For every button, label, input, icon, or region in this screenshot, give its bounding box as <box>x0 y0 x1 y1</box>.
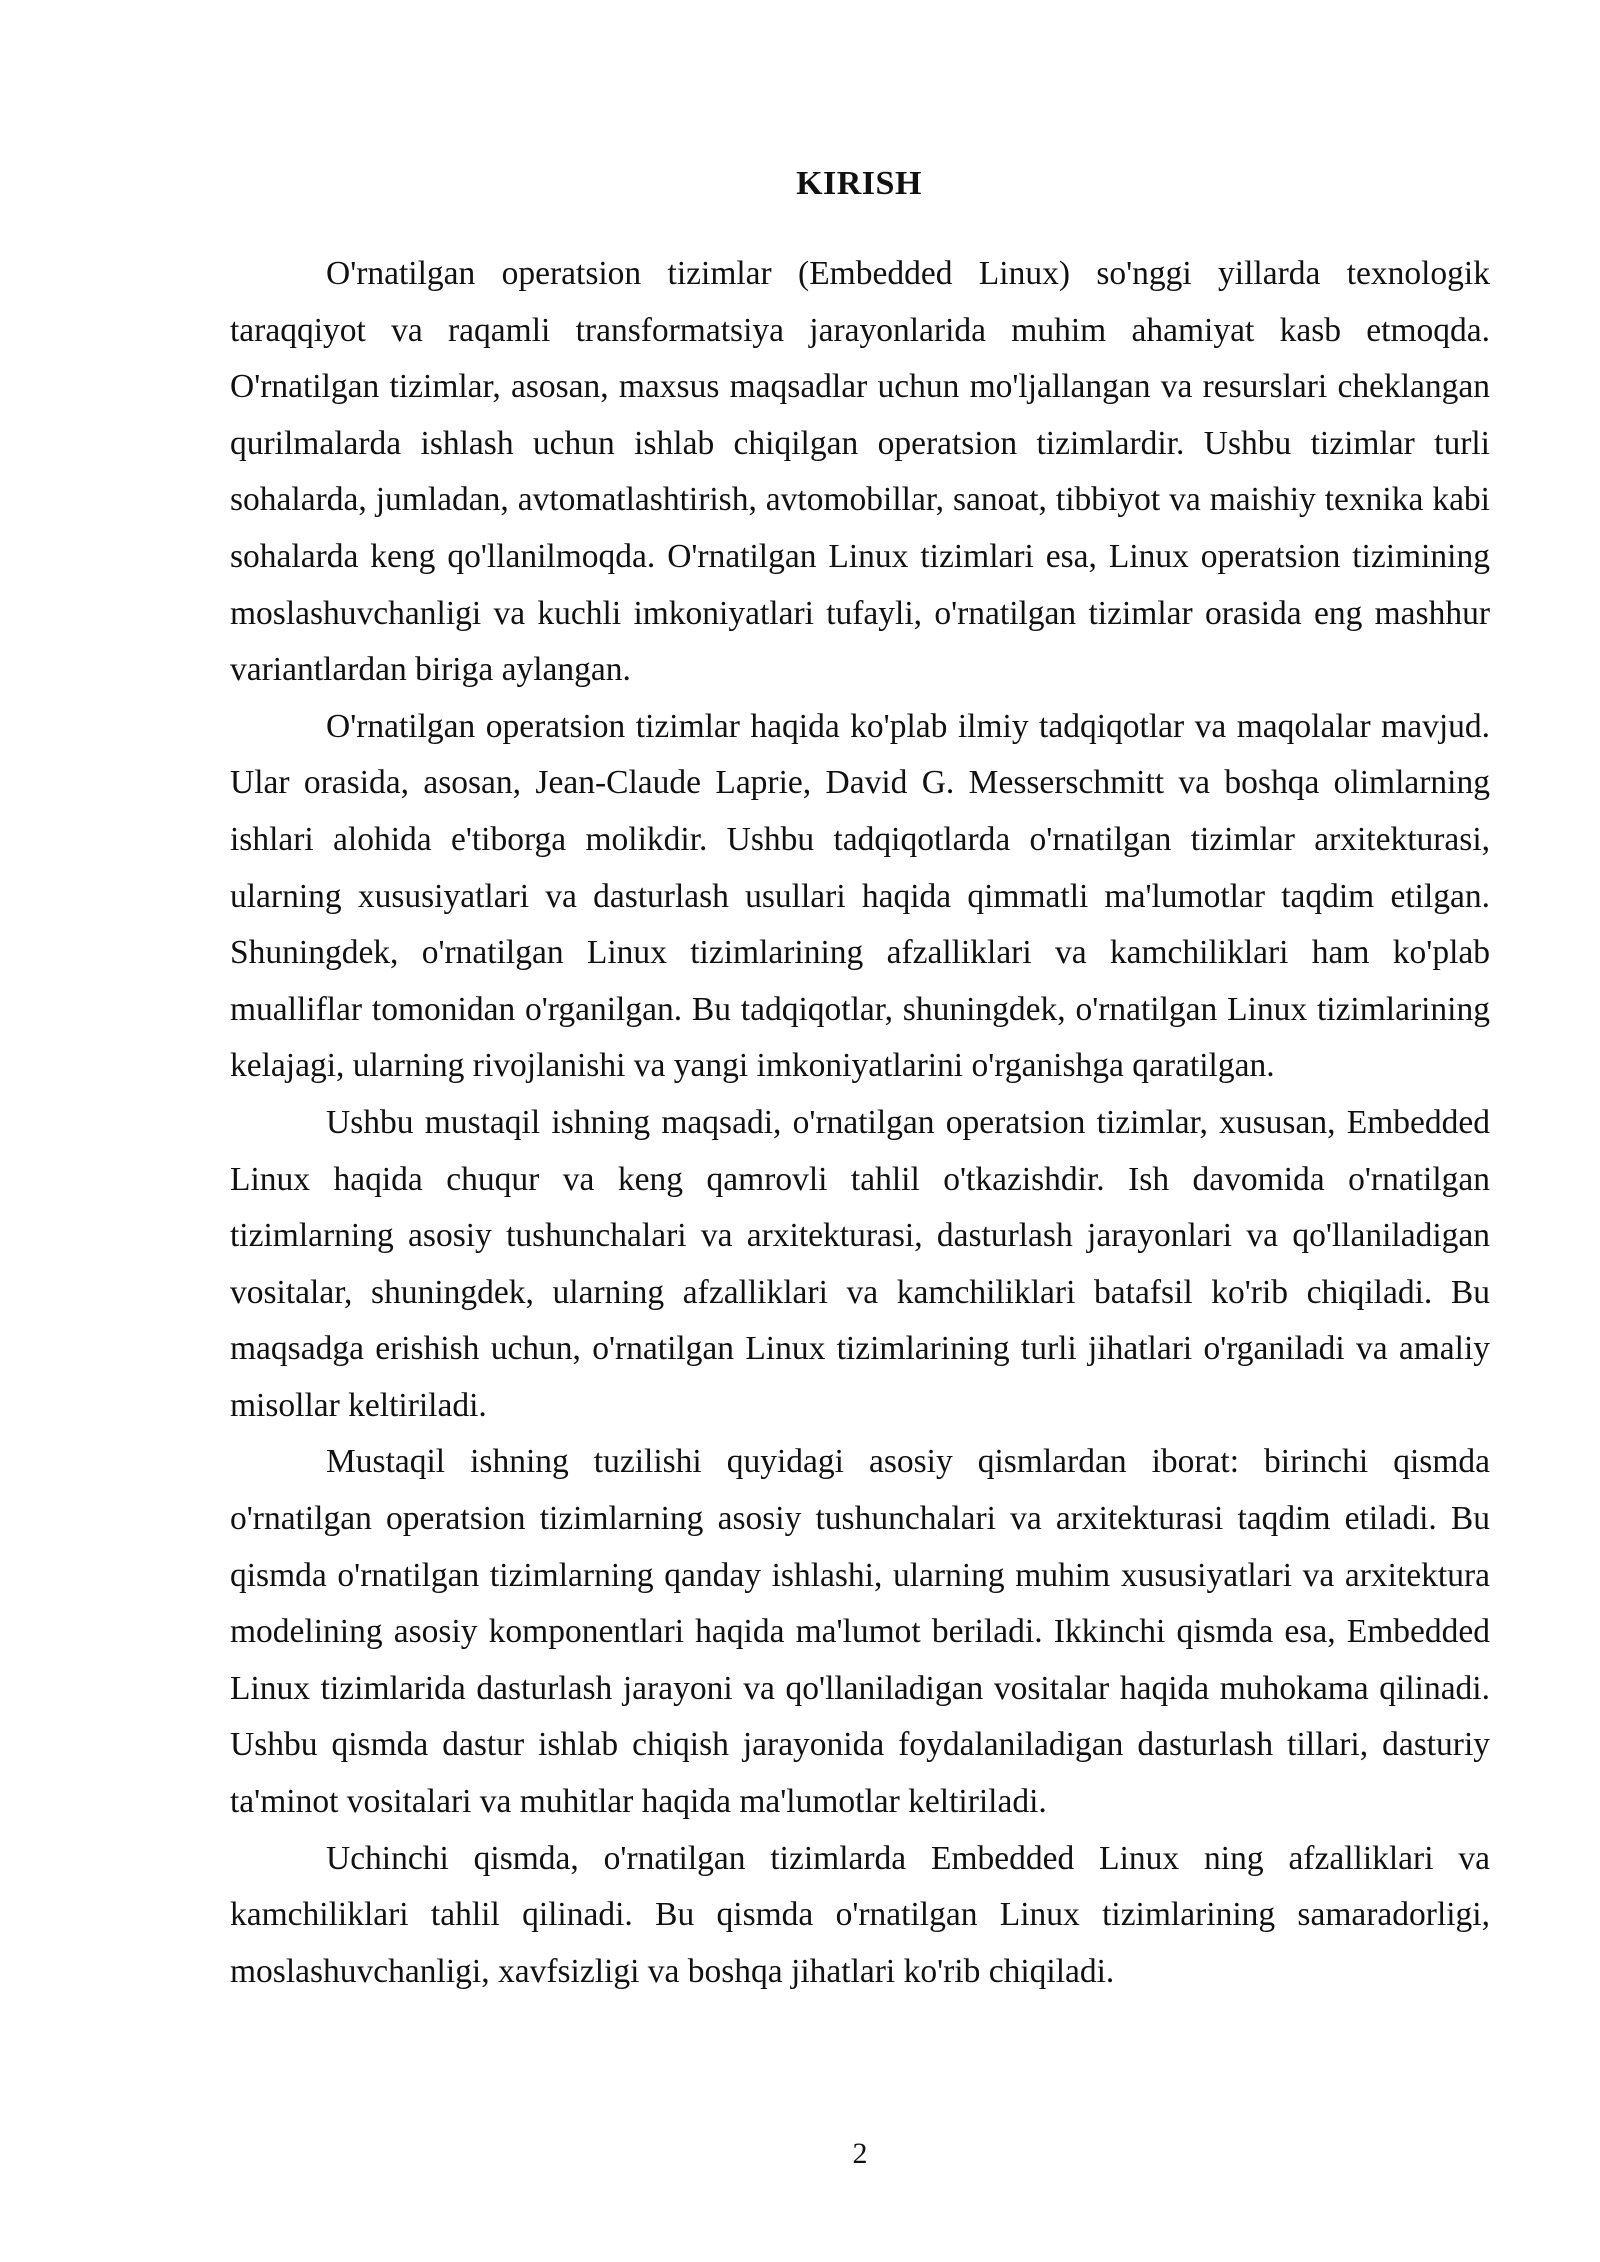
paragraph-5: Uchinchi qismda, o'rnatilgan tizimlarda Embedded Linux ning afzalliklari va kamchiliklari tahlil qilinadi. Bu qismda o'rnatilgan Linux tizimlarining samaradorligi, moslashuvchanligi, xavfsizligi va boshqa jihatlari ko'rib chiqiladi. <box>230 1839 1490 1990</box>
body-text <box>230 246 1490 2000</box>
paragraph-3: Ushbu mustaqil ishning maqsadi, o'rnatilgan operatsion tizimlar, xususan, Embedded Linux haqida chuqur va keng qamrovli tahlil o'tkazishdir. Ish davomida o'rnatilgan tizimlarning asosiy tushunchalari va arxitekturasi, dasturlash jarayonlari va qo'llaniladigan vositalar, shuningdek, ularning afzalliklari va kamchiliklari batafsil ko'rib chiqiladi. Bu maqsadga erishish uchun, o'rnatilgan Linux tizimlarining turli jihatlari o'rganiladi va amaliy misollar keltiriladi. <box>230 1103 1490 1424</box>
paragraph-4: Mustaqil ishning tuzilishi quyidagi asosiy qismlardan iborat: birinchi qismda o'rnatilgan operatsion tizimlarning asosiy tushunchalari va arxitekturasi taqdim etiladi. Bu qismda o'rnatilgan tizimlarning qanday ishlashi, ularning muhim xususiyatlari va arxitektura modelining asosiy komponentlari haqida ma'lumot beriladi. Ikkinchi qismda esa, Embedded Linux tizimlarida dasturlash jarayoni va qo'llaniladigan vositalar haqida muhokama qilinadi. Ushbu qismda dastur ishlab chiqish jarayonida foydalaniladigan dasturlash tillari, dasturiy ta'minot vositalari va muhitlar haqida ma'lumotlar keltiriladi. <box>230 1443 1490 1821</box>
page-number: 2 <box>852 2137 868 2170</box>
paragraph-2: O'rnatilgan operatsion tizimlar haqida ko'plab ilmiy tadqiqotlar va maqolalar mavjud. Ular orasida, asosan, Jean-Claude Laprie, David G. Messerschmitt va boshqa olimlarning ishlari alohida e'tiborga molikdir. Ushbu tadqiqotlarda o'rnatilgan tizimlar arxitekturasi, ularning xususiyatlari va dasturlash usullari haqida qimmatli ma'lumotlar taqdim etilgan. Shuningdek, o'rnatilgan Linux tizimlarining afzalliklari va kamchiliklari ham ko'plab mualliflar tomonidan o'rganilgan. Bu tadqiqotlar, shuningdek, o'rnatilgan Linux tizimlarining kelajagi, ularning rivojlanishi va yangi imkoniyatlarini o'rganishga qaratilgan. <box>230 707 1490 1085</box>
page-title: KIRISH <box>796 165 922 202</box>
paragraph-1: O'rnatilgan operatsion tizimlar (Embedded Linux) so'nggi yillarda texnologik taraqqiyot va raqamli transformatsiya jarayonlarida muhim ahamiyat kasb etmoqda. O'rnatilgan tizimlar, asosan, maxsus maqsadlar uchun mo'ljallangan va resurslari cheklangan qurilmalarda ishlash uchun ishlab chiqilgan operatsion tizimlardir. Ushbu tizimlar turli sohalarda, jumladan, avtomatlashtirish, avtomobillar, sanoat, tibbiyot va maishiy texnika kabi sohalarda keng qo'llanilmoqda. O'rnatilgan Linux tizimlari esa, Linux operatsion tizimining moslashuvchanligi va kuchli imkoniyatlari tufayli, o'rnatilgan tizimlar orasida eng mashhur variantlardan biriga aylangan. <box>230 255 1490 689</box>
